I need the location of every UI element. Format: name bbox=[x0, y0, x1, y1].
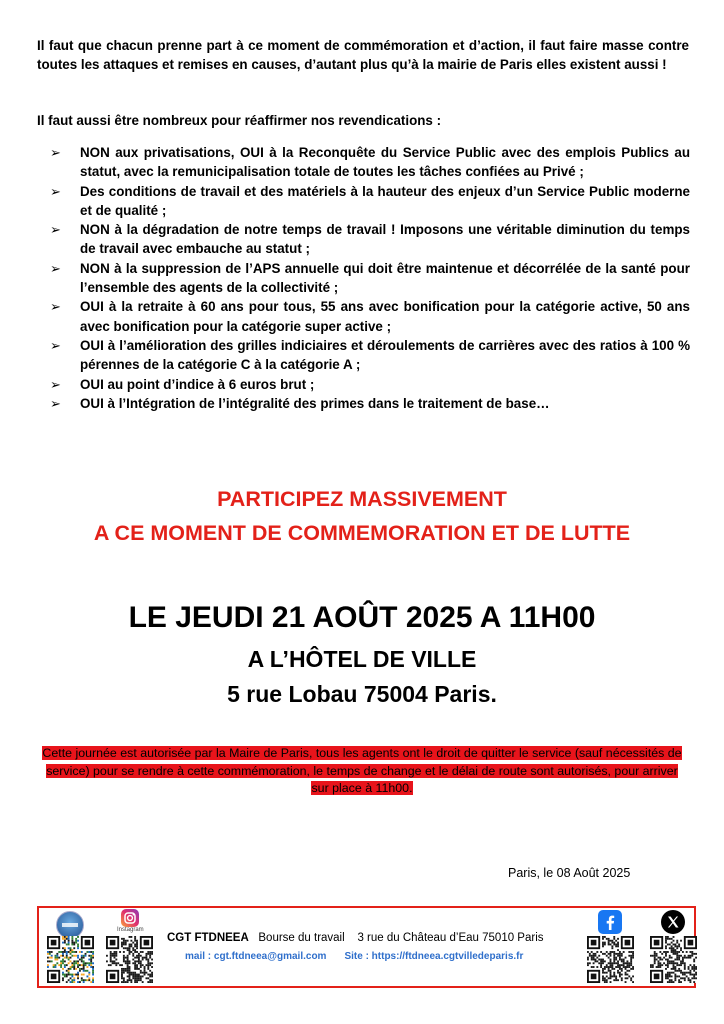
intro-paragraph-1: Il faut que chacun prenne part à ce moment de commémoration et d’action, il faut faire masse contre toutes les attaques et remises en causes, d’autant plus qu’à la mairie de Paris elles existent aussi ! bbox=[37, 38, 689, 72]
event-place: A L’HÔTEL DE VILLE bbox=[247, 646, 477, 672]
qr-code-x bbox=[650, 936, 697, 983]
list-item: ➢ OUI à l’Intégration de l’intégralité des primes dans le traitement de base… bbox=[50, 394, 690, 413]
facebook-icon[interactable] bbox=[598, 910, 622, 934]
list-item: ➢ NON aux privatisations, OUI à la Reconquête du Service Public avec des emplois Publics au statut, avec la remunicipalisation totale de toutes les tâches confiées au Privé ; bbox=[50, 145, 690, 180]
mail-link[interactable]: mail : cgt.ftdneea@gmail.com bbox=[185, 951, 327, 962]
site-link[interactable]: Site : https://ftdneea.cgtvilledeparis.fr bbox=[344, 951, 524, 962]
arrow-bullet-icon: ➢ bbox=[50, 337, 61, 353]
x-icon[interactable] bbox=[661, 910, 685, 934]
arrow-bullet-icon: ➢ bbox=[50, 145, 61, 160]
qr-code-instagram bbox=[106, 936, 153, 983]
demands-list bbox=[50, 143, 690, 413]
org-name: CGT FTDNEEA bbox=[167, 932, 249, 944]
instagram-icon[interactable] bbox=[121, 909, 139, 927]
list-item: ➢ NON à la dégradation de notre temps de travail ! Imposons une véritable diminution du temps de travail avec embauche au statut ; bbox=[50, 222, 690, 257]
org-address: 3 rue du Château d’Eau 75010 Paris bbox=[357, 932, 544, 944]
event-date: LE JEUDI 21 AOÛT 2025 A 11H00 bbox=[128, 601, 596, 634]
logo-icon bbox=[56, 911, 84, 939]
org-place: Bourse du travail bbox=[258, 932, 345, 944]
qr-code-facebook bbox=[587, 936, 634, 983]
call-title-line-1: PARTICIPEZ MASSIVEMENT bbox=[217, 487, 507, 511]
sign-date: Paris, le 08 Août 2025 bbox=[508, 866, 631, 880]
authorization-notice bbox=[38, 745, 686, 798]
event-address: 5 rue Lobau 75004 Paris. bbox=[227, 681, 497, 707]
arrow-bullet-icon: ➢ bbox=[50, 395, 61, 411]
arrow-bullet-icon: ➢ bbox=[50, 260, 61, 276]
list-item: ➢ NON à la suppression de l’APS annuelle qui doit être maintenue et décorrélée de la santé pour l’ensemble des agents de la collectivité ; bbox=[50, 260, 690, 296]
instagram-label: Instagram bbox=[117, 927, 144, 933]
notice-highlight: Cette journée est autorisée par la Maire de Paris, tous les agents ont le droit de quitter le service (sauf nécessités de service) pour se rendre à cette commémoration, le temps de change et le délai de route sont autorisés, pour arriver sur place à 11h00. bbox=[42, 746, 682, 795]
list-item: ➢ OUI à la retraite à 60 ans pour tous, 55 ans avec bonification pour la catégorie active, 50 ans avec bonification pour la catégorie super active ; bbox=[50, 299, 690, 334]
qr-code-left bbox=[47, 936, 94, 983]
contact-line bbox=[185, 951, 523, 962]
arrow-bullet-icon: ➢ bbox=[50, 299, 61, 315]
arrow-bullet-icon: ➢ bbox=[50, 183, 61, 199]
list-item: ➢ OUI au point d’indice à 6 euros brut ; bbox=[50, 375, 690, 394]
list-item: ➢ OUI à l’amélioration des grilles indiciaires et déroulements de carrières avec des ratios à 100 % pérennes de la catégorie C à la catégorie A ; bbox=[50, 337, 690, 373]
arrow-bullet-icon: ➢ bbox=[50, 222, 61, 238]
arrow-bullet-icon: ➢ bbox=[50, 376, 61, 392]
list-item: ➢ Des conditions de travail et des matériels à la hauteur des enjeux d’un Service Public moderne et de qualité ; bbox=[50, 183, 690, 218]
footer-box bbox=[37, 906, 696, 988]
organization-line bbox=[167, 932, 544, 944]
call-title-line-2: A CE MOMENT DE COMMEMORATION ET DE LUTTE bbox=[93, 521, 631, 545]
intro-paragraph-2: Il faut aussi être nombreux pour réaffirmer nos revendications : bbox=[37, 113, 442, 128]
